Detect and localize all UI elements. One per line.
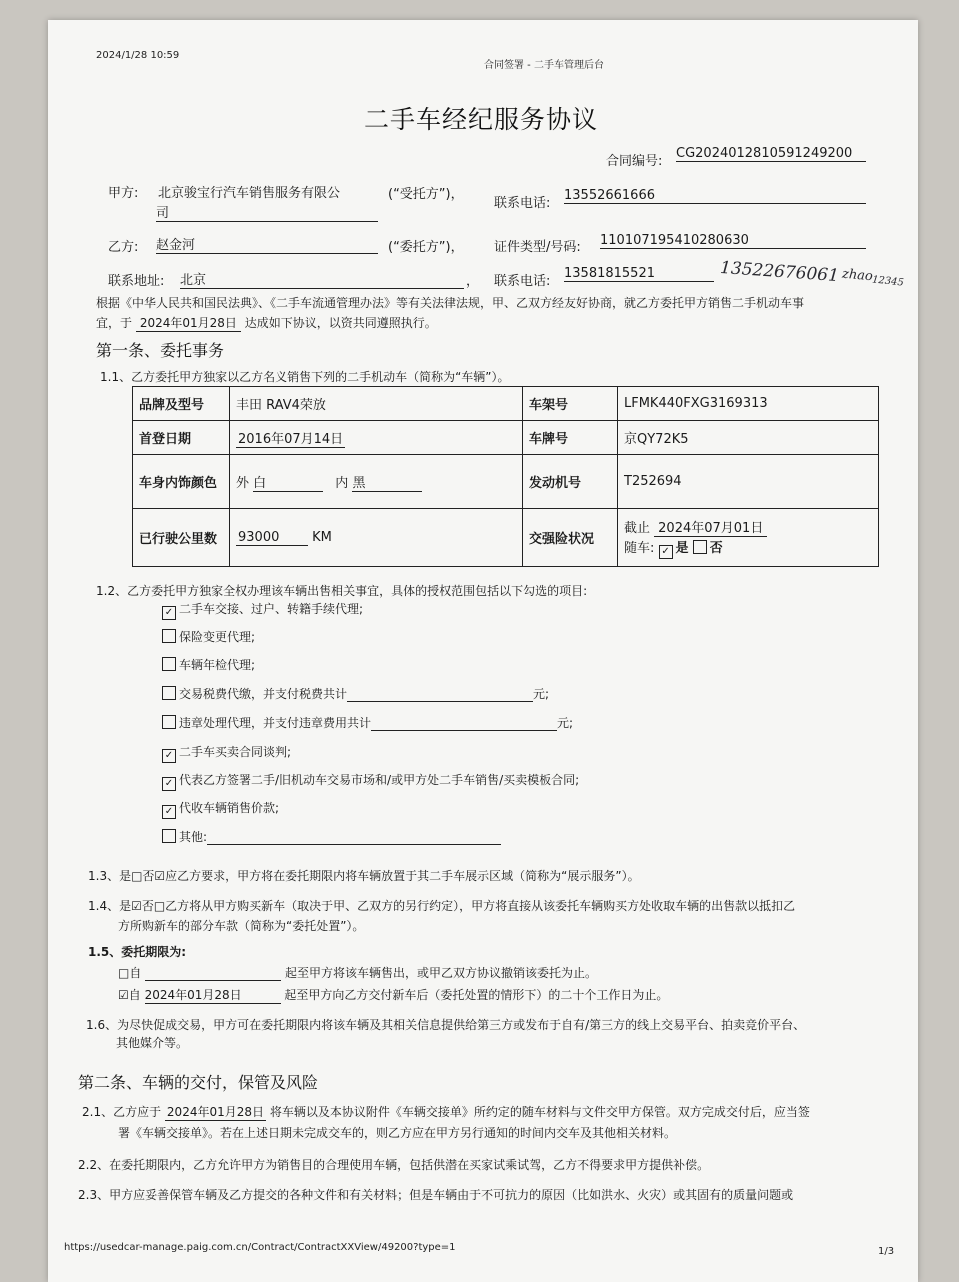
brand-label: 品牌及型号 — [133, 387, 230, 421]
insurance-date: 2024年07月01日 — [654, 517, 767, 537]
footer-url[interactable]: https://usedcar-manage.paig.com.cn/Contract/ContractXXView/49200?type=1 — [64, 1242, 456, 1253]
mileage-value: 93000 — [236, 530, 308, 546]
checked-checkbox[interactable]: ✓ — [162, 777, 176, 791]
unchecked-checkbox[interactable] — [162, 686, 176, 700]
int-color: 黑 — [352, 472, 422, 492]
checked-checkbox[interactable]: ✓ — [162, 805, 176, 819]
section-2-title: 第二条、车辆的交付，保管及风险 — [78, 1073, 319, 1092]
mileage-label: 已行驶公里数 — [133, 509, 230, 567]
party-a-label: 甲方: — [108, 186, 139, 201]
ext-prefix: 外 — [236, 475, 250, 491]
intro-suffix: 达成如下协议，以资共同遵照执行。 — [244, 316, 437, 330]
page-number: 1/3 — [878, 1246, 895, 1257]
option-item — [162, 771, 579, 791]
option-item — [162, 685, 549, 702]
vin-value: LFMK440FXG3169313 — [618, 387, 879, 421]
unchecked-checkbox[interactable] — [162, 629, 176, 643]
clause-1-2: 1.2、乙方委托甲方独家全权办理该车辆出售相关事宜，具体的授权范围包括以下勾选的项目: — [96, 584, 588, 598]
vin-label: 车架号 — [523, 387, 618, 421]
option-item — [162, 799, 279, 819]
option-item — [162, 600, 363, 620]
page-header-title: 合同签署 - 二手车管理后台 — [484, 60, 604, 71]
clause-2-1-date: 2024年01月28日 — [166, 1105, 265, 1119]
insurance-yes: 是 — [675, 540, 689, 556]
insurance-prefix: 截止 — [624, 520, 651, 536]
clause-1-6-line-1: 1.6、为尽快促成交易，甲方可在委托期限内将该车辆及其相关信息提供给第三方或发布于自有/第三方的线上交易平台、拍卖竞价平台、 — [86, 1018, 806, 1032]
insurance-no: 否 — [709, 540, 723, 556]
engine-label: 发动机号 — [523, 455, 618, 509]
term-option-1-prefix: □自 — [118, 966, 142, 980]
color-label: 车身内饰颜色 — [133, 455, 230, 509]
option-label: 二手车买卖合同谈判; — [179, 745, 292, 759]
option-label: 车辆年检代理; — [179, 658, 256, 672]
handwritten-code: 12345 — [871, 274, 905, 289]
clause-2-2: 2.2、在委托期限内，乙方允许甲方为销售目的合理使用车辆，包括供潜在买家试乘试驾，乙方不得要求甲方提供补偿。 — [78, 1158, 710, 1172]
option-item — [162, 743, 291, 763]
unchecked-checkbox[interactable] — [162, 829, 176, 843]
party-b-label: 乙方: — [108, 240, 139, 255]
contract-no-label: 合同编号: — [606, 154, 663, 169]
address-end: ， — [466, 274, 480, 289]
address-label: 联系地址: — [108, 274, 165, 289]
int-prefix: 内 — [335, 475, 349, 491]
party-a-phone-label: 联系电话: — [494, 196, 551, 211]
clause-2-3: 2.3、甲方应妥善保管车辆及乙方提交的各种文件和有关材料；但是车辆由于不可抗力的原因（比如洪水、火灾）或其固有的质量问题或 — [78, 1188, 794, 1202]
term-option-2-prefix: ☑自 — [118, 988, 141, 1002]
clause-1-4-line-2: 方所购新车的部分车款（简称为“委托处置”）。 — [118, 919, 365, 933]
handwritten-user: zhao — [841, 266, 874, 285]
option-suffix: 元; — [533, 687, 550, 701]
mileage-unit: KM — [312, 529, 332, 545]
clause-1-4-line-1: 1.4、是☑否□乙方将从甲方购买新车（取决于甲、乙双方的另行约定），甲方将直接从该委托车辆购买方处收取车辆的出售款以抵扣乙 — [88, 899, 796, 913]
print-timestamp: 2024/1/28 10:59 — [96, 50, 180, 61]
clause-1-6-line-2: 其他媒介等。 — [116, 1036, 189, 1050]
contract-no: CG2024012810591249200 — [676, 146, 866, 162]
address-value: 北京 — [180, 269, 464, 289]
insurance-yes-checkbox[interactable]: ✓ — [659, 545, 673, 559]
option-label: 其他: — [179, 830, 208, 844]
party-b-name: 赵金河 — [156, 234, 378, 254]
intro-date: 2024年01月28日 — [136, 314, 241, 332]
intro-prefix: 宜，于 — [96, 316, 133, 330]
option-label: 交易税费代缴，并支付税费共计 — [179, 687, 348, 701]
reg-date-label: 首登日期 — [133, 421, 230, 455]
checked-checkbox[interactable]: ✓ — [162, 749, 176, 763]
clause-2-1-prefix: 2.1、乙方应于 — [82, 1105, 162, 1119]
option-suffix: 元; — [557, 716, 574, 730]
plate-value: 京QY72K5 — [618, 421, 879, 455]
ext-color: 白 — [253, 472, 323, 492]
option-label: 保险变更代理; — [179, 630, 256, 644]
plate-label: 车牌号 — [523, 421, 618, 455]
clause-1-3: 1.3、是□否☑应乙方要求，甲方将在委托期限内将车辆放置于其二手车展示区域（简称为“展示服务”）。 — [88, 869, 640, 883]
option-label: 违章处理代理，并支付违章费用共计 — [179, 716, 372, 730]
insurance-no-checkbox[interactable] — [693, 540, 707, 554]
unchecked-checkbox[interactable] — [162, 715, 176, 729]
option-label: 代表乙方签署二手/旧机动车交易市场和/或甲方处二手车销售/买卖模板合同; — [179, 773, 580, 787]
reg-date-value: 2016年07月14日 — [236, 428, 345, 448]
term-option-2-date: 2024年01月28日 — [145, 986, 281, 1004]
document-title: 二手车经纪服务协议 — [364, 105, 599, 134]
id-label: 证件类型/号码: — [494, 240, 581, 255]
engine-value: T252694 — [618, 455, 879, 509]
vehicle-table — [132, 386, 879, 567]
party-b-role: (“委托方”)， — [388, 240, 464, 255]
insurance-label: 交强险状况 — [523, 509, 618, 567]
insurance-follow-label: 随车: — [624, 540, 655, 556]
option-label: 二手车交接、过户、转籍手续代理; — [179, 602, 364, 616]
checked-checkbox[interactable]: ✓ — [162, 606, 176, 620]
party-a-role: (“受托方”)， — [388, 187, 464, 202]
party-b-phone-label: 联系电话: — [494, 274, 551, 289]
clause-1-5: 1.5、委托期限为: — [88, 945, 187, 959]
party-a-name-cont: 司 — [156, 202, 378, 222]
term-option-1-text: 起至甲方将该车辆售出，或甲乙双方协议撤销该委托为止。 — [285, 966, 598, 980]
intro-line-1: 根据《中华人民共和国民法典》、《二手车流通管理办法》等有关法律法规，甲、乙双方经友好协商，就乙方委托甲方销售二手机动车事 — [96, 296, 805, 310]
party-a-name: 北京骏宝行汽车销售服务有限公 — [158, 186, 341, 201]
clause-2-1-line-2: 署《车辆交接单》。若在上述日期未完成交车的，则乙方应在甲方另行通知的时间内交车及其他相关材料。 — [118, 1126, 677, 1140]
party-a-phone: 13552661666 — [564, 188, 866, 204]
section-1-title: 第一条、委托事务 — [96, 341, 225, 360]
clause-1-1: 1.1、乙方委托甲方独家以乙方名义销售下列的二手机动车（简称为“车辆”）。 — [100, 370, 510, 384]
party-b-phone: 13581815521 — [564, 266, 714, 282]
handwritten-phone: 13522676061 — [719, 257, 840, 287]
option-item — [162, 828, 501, 845]
option-item — [162, 714, 573, 731]
clause-2-1-text: 将车辆以及本协议附件《车辆交接单》所约定的随车材料与文件交甲方保管。双方完成交付后，应当签 — [269, 1105, 810, 1119]
unchecked-checkbox[interactable] — [162, 657, 176, 671]
option-label: 代收车辆销售价款; — [179, 801, 280, 815]
id-value: 110107195410280630 — [600, 233, 866, 249]
term-option-2-text: 起至甲方向乙方交付新车后（委托处置的情形下）的二十个工作日为止。 — [284, 988, 669, 1002]
brand-value: 丰田 RAV4荣放 — [230, 387, 523, 421]
option-item — [162, 656, 255, 673]
option-item — [162, 628, 255, 645]
